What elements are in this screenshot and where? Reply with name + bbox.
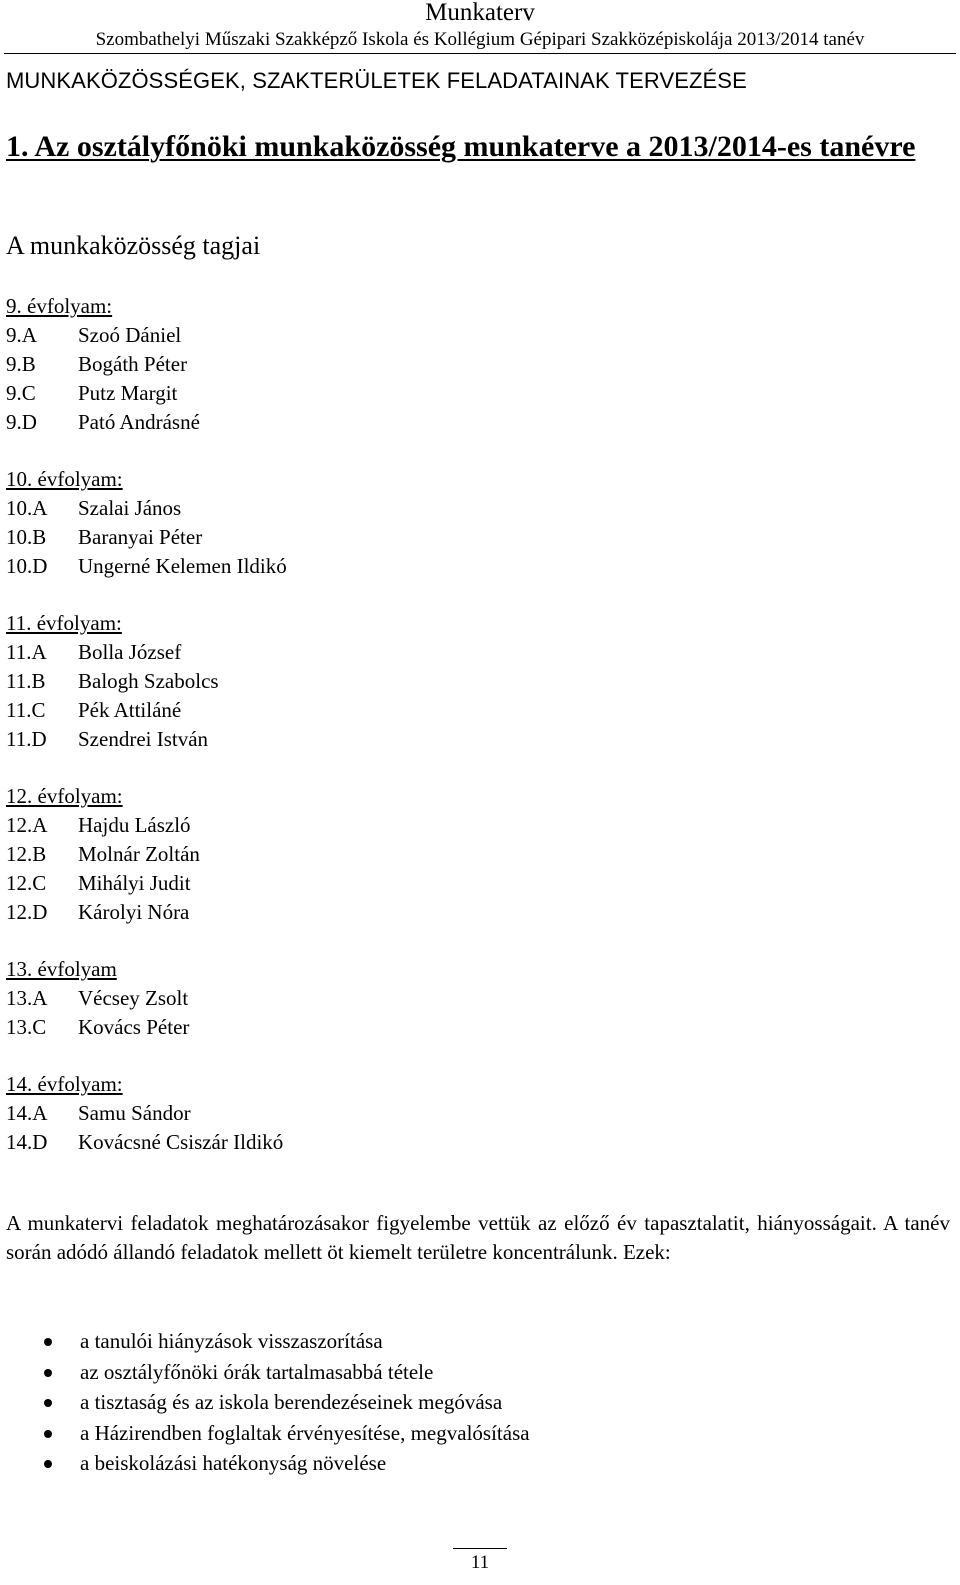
grade-label: 12. évfolyam:	[6, 784, 123, 808]
grade-group	[6, 1070, 287, 1157]
class-code: 11.B	[6, 669, 46, 693]
grade-group	[6, 955, 287, 1042]
member-row	[6, 350, 287, 379]
focus-area-item	[6, 1418, 936, 1449]
class-code: 13.C	[6, 1015, 47, 1039]
class-code: 12.A	[6, 813, 48, 837]
teacher-name: Molnár Zoltán	[78, 842, 200, 866]
grade-label: 13. évfolyam	[6, 957, 117, 981]
member-row	[6, 1128, 287, 1157]
class-code: 12.B	[6, 842, 47, 866]
grade-label: 10. évfolyam:	[6, 467, 123, 491]
focus-area-text: a tisztaság és az iskola berendezéseinek megóvása	[80, 1390, 503, 1414]
focus-area-item	[6, 1326, 936, 1357]
intro-paragraph	[6, 1209, 950, 1267]
grade-group	[6, 465, 287, 581]
members-title: A munkaközösség tagjai	[6, 231, 261, 260]
focus-area-item	[6, 1448, 936, 1479]
teacher-name: Kovács Péter	[78, 1015, 190, 1039]
main-title: 1. Az osztályfőnöki munkaközösség munkaterve a 2013/2014-es tanévre	[6, 130, 916, 163]
class-code: 10.A	[6, 496, 48, 520]
teacher-name: Szalai János	[78, 496, 182, 520]
class-code: 9.C	[6, 381, 36, 405]
class-code: 11.D	[6, 727, 47, 751]
member-row	[6, 984, 287, 1013]
member-list	[6, 292, 287, 1185]
page-number	[0, 1548, 960, 1575]
teacher-name: Bogáth Péter	[78, 352, 188, 376]
member-row	[6, 869, 287, 898]
teacher-name: Bolla József	[78, 640, 182, 664]
member-row	[6, 1013, 287, 1042]
member-row	[6, 1099, 287, 1128]
member-row	[6, 840, 287, 869]
bullet-dot-icon	[44, 1338, 52, 1346]
teacher-name: Balogh Szabolcs	[78, 669, 219, 693]
teacher-name: Vécsey Zsolt	[78, 986, 189, 1010]
class-code: 14.D	[6, 1130, 48, 1154]
bullet-dot-icon	[44, 1430, 52, 1438]
paragraph-text: A munkatervi feladatok meghatározásakor figyelembe vettük az előző év tapasztalatit, hiányosságait. A tanév során adódó állandó feladatok mellett öt kiemelt területre koncentrálunk. Ezek:	[6, 1211, 950, 1264]
teacher-name: Pék Attiláné	[78, 698, 182, 722]
grade-label: 9. évfolyam:	[6, 294, 113, 318]
focus-area-list	[6, 1326, 936, 1479]
member-row	[6, 696, 287, 725]
class-code: 12.D	[6, 900, 48, 924]
teacher-name: Pató Andrásné	[78, 410, 200, 434]
class-code: 11.C	[6, 698, 46, 722]
member-row	[6, 667, 287, 696]
bullet-dot-icon	[44, 1399, 52, 1407]
member-row	[6, 725, 287, 754]
grade-label: 14. évfolyam:	[6, 1072, 123, 1096]
member-row	[6, 523, 287, 552]
grade-group	[6, 292, 287, 437]
document-title: Munkaterv	[425, 0, 535, 26]
focus-area-text: a beiskolázási hatékonyság növelése	[80, 1451, 387, 1475]
teacher-name: Kovácsné Csiszár Ildikó	[78, 1130, 284, 1154]
grade-label: 11. évfolyam:	[6, 611, 122, 635]
member-row	[6, 898, 287, 927]
focus-area-item	[6, 1357, 936, 1388]
member-row	[6, 552, 287, 581]
teacher-name: Károlyi Nóra	[78, 900, 190, 924]
class-code: 9.D	[6, 410, 37, 434]
page-number-value: 11	[453, 1548, 507, 1575]
teacher-name: Mihályi Judit	[78, 871, 191, 895]
document-subtitle: Szombathelyi Műszaki Szakképző Iskola és Kollégium Gépipari Szakközépiskolája 2013/2014 tanév	[95, 29, 865, 50]
class-code: 9.A	[6, 323, 37, 347]
bullet-dot-icon	[44, 1369, 52, 1377]
teacher-name: Szoó Dániel	[78, 323, 182, 347]
member-row	[6, 379, 287, 408]
teacher-name: Hajdu László	[78, 813, 191, 837]
class-code: 14.A	[6, 1101, 48, 1125]
focus-area-item	[6, 1387, 936, 1418]
focus-area-text: a tanulói hiányzások visszaszorítása	[80, 1329, 383, 1353]
class-code: 12.C	[6, 871, 47, 895]
member-row	[6, 638, 287, 667]
class-code: 9.B	[6, 352, 36, 376]
focus-area-text: a Házirendben foglaltak érvényesítése, megvalósítása	[80, 1420, 530, 1445]
member-row	[6, 811, 287, 840]
teacher-name: Samu Sándor	[78, 1101, 191, 1125]
teacher-name: Szendrei István	[78, 727, 209, 751]
focus-area-text: az osztályfőnöki órák tartalmasabbá tétele	[80, 1359, 434, 1384]
grade-group	[6, 782, 287, 927]
teacher-name: Putz Margit	[78, 381, 178, 405]
section-heading: MUNKAKÖZÖSSÉGEK, SZAKTERÜLETEK FELADATAINAK TERVEZÉSE	[6, 68, 747, 93]
grade-group	[6, 609, 287, 754]
teacher-name: Ungerné Kelemen Ildikó	[78, 554, 287, 578]
member-row	[6, 494, 287, 523]
header-divider	[4, 53, 956, 54]
class-code: 10.B	[6, 525, 47, 549]
class-code: 13.A	[6, 986, 48, 1010]
member-row	[6, 408, 287, 437]
member-row	[6, 321, 287, 350]
bullet-dot-icon	[44, 1460, 52, 1468]
class-code: 11.A	[6, 640, 47, 664]
class-code: 10.D	[6, 554, 48, 578]
teacher-name: Baranyai Péter	[78, 525, 203, 549]
